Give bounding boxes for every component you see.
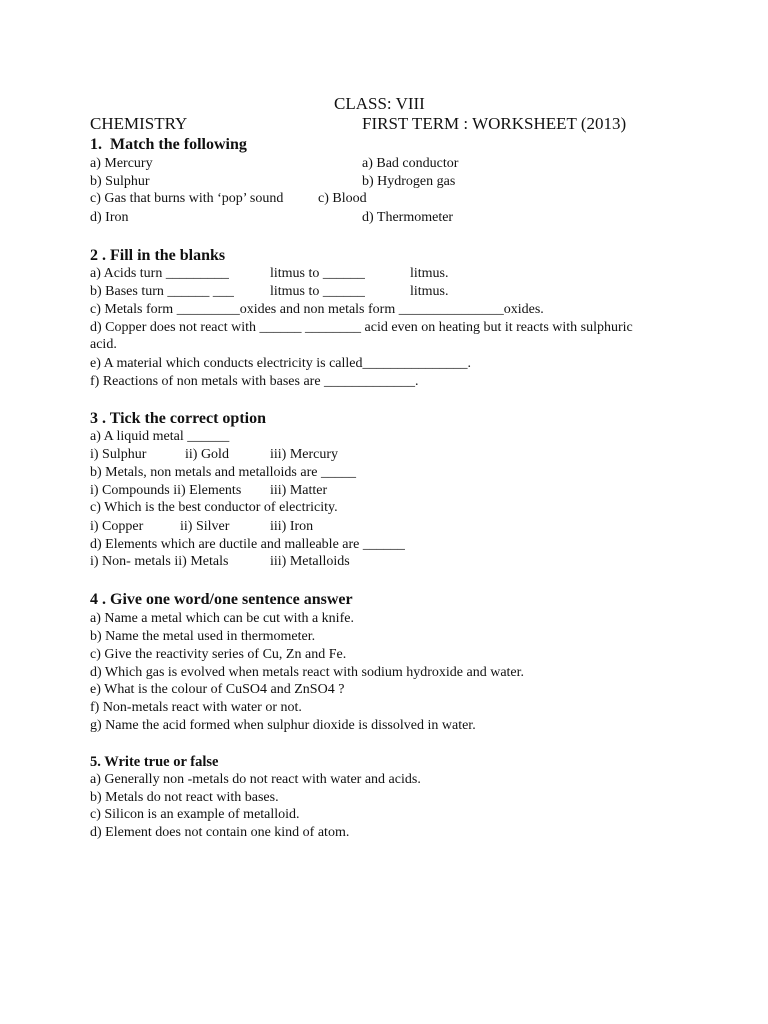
match-column-a-item: c) Gas that burns with ‘pop’ sound [90, 191, 284, 206]
match-column-b-item: b) Hydrogen gas [362, 174, 456, 189]
short-answer-question: f) Non-metals react with water or not. [90, 700, 302, 715]
mcq-option: ii) Gold [185, 447, 229, 462]
match-column-a-item: a) Mercury [90, 156, 153, 171]
fill-blank-question: a) Acids turn _________ [90, 266, 229, 281]
mcq-option: iii) Mercury [270, 447, 339, 462]
section-3-heading: 3 . Tick the correct option [90, 410, 266, 427]
match-column-b-item: d) Thermometer [362, 210, 454, 225]
fill-blank-question-part: litmus. [410, 266, 449, 281]
true-false-statement: c) Silicon is an example of metalloid. [90, 807, 300, 822]
mcq-question: d) Elements which are ductile and malleable are ______ [90, 537, 405, 552]
fill-blank-question: b) Bases turn ______ ___ [90, 284, 234, 299]
fill-blank-question-continuation: acid. [90, 337, 117, 352]
mcq-option: i) Sulphur [90, 447, 147, 462]
mcq-question: c) Which is the best conductor of electricity. [90, 500, 338, 515]
section-4-heading: 4 . Give one word/one sentence answer [90, 591, 353, 608]
fill-blank-question-part: litmus to ______ [270, 284, 365, 299]
fill-blank-question: f) Reactions of non metals with bases are _____________. [90, 374, 419, 389]
fill-blank-question: c) Metals form _________oxides and non metals form _______________oxides. [90, 302, 544, 317]
short-answer-question: b) Name the metal used in thermometer. [90, 629, 316, 644]
mcq-option: iii) Metalloids [270, 554, 350, 569]
match-column-a-item: b) Sulphur [90, 174, 150, 189]
mcq-option-group [90, 482, 241, 500]
section-5-heading: 5. Write true or false [90, 754, 219, 770]
mcq-option: i) Compounds [90, 483, 170, 498]
fill-blank-question: d) Copper does not react with ______ ________ acid even on heating but it reacts with sulphuric [90, 320, 633, 335]
mcq-question: b) Metals, non metals and metalloids are _____ [90, 465, 356, 480]
short-answer-question: a) Name a metal which can be cut with a knife. [90, 611, 354, 626]
true-false-statement: d) Element does not contain one kind of atom. [90, 825, 350, 840]
mcq-option: ii) Silver [180, 519, 230, 534]
mcq-option: ii) Elements [173, 483, 242, 498]
mcq-option-group [90, 553, 228, 571]
mcq-option: ii) Metals [174, 554, 229, 569]
short-answer-question: c) Give the reactivity series of Cu, Zn and Fe. [90, 647, 347, 662]
true-false-statement: a) Generally non -metals do not react with water and acids. [90, 772, 421, 787]
short-answer-question: d) Which gas is evolved when metals react with sodium hydroxide and water. [90, 665, 525, 680]
fill-blank-question: e) A material which conducts electricity is called_______________. [90, 356, 472, 371]
class-label: CLASS: VIII [334, 94, 425, 113]
mcq-option: i) Copper [90, 519, 144, 534]
subject-title: CHEMISTRY [90, 114, 188, 133]
fill-blank-question-part: litmus to ______ [270, 266, 365, 281]
match-column-b-item: a) Bad conductor [362, 156, 459, 171]
section-2-heading: 2 . Fill in the blanks [90, 247, 226, 264]
mcq-question: a) A liquid metal ______ [90, 429, 230, 444]
fill-blank-question-part: litmus. [410, 284, 449, 299]
short-answer-question: g) Name the acid formed when sulphur dioxide is dissolved in water. [90, 718, 476, 733]
true-false-statement: b) Metals do not react with bases. [90, 790, 279, 805]
mcq-option: i) Non- metals [90, 554, 171, 569]
match-column-b-item: c) Blood [318, 191, 367, 206]
mcq-option: iii) Iron [270, 519, 314, 534]
short-answer-question: e) What is the colour of CuSO4 and ZnSO4 ? [90, 682, 345, 697]
section-1-heading: 1. Match the following [90, 136, 247, 153]
mcq-option: iii) Matter [270, 483, 328, 498]
match-column-a-item: d) Iron [90, 210, 129, 225]
worksheet-title: FIRST TERM : WORKSHEET (2013) [362, 114, 627, 133]
